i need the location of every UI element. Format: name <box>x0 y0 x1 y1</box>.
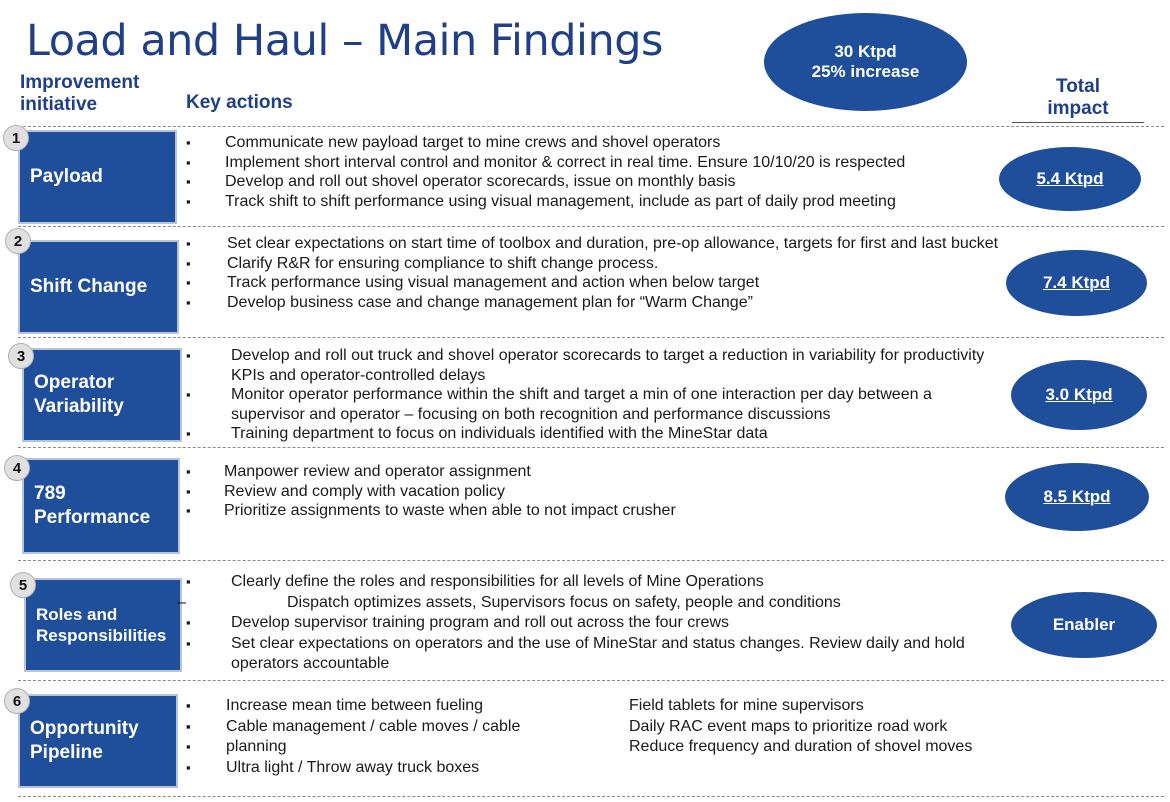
action-item: ▪ Review and comply with vacation policy <box>224 482 924 502</box>
action-item: ▪ Cable management / cable moves / cable planning <box>226 717 556 758</box>
impact-oval: 7.4 Ktpd <box>1006 250 1147 316</box>
row-number-badge: 4 <box>4 455 30 481</box>
action-item: ▪ Develop and roll out shovel operator scorecards, issue on monthly basis <box>225 172 995 192</box>
action-list <box>231 346 991 444</box>
row-separator <box>18 796 1164 797</box>
impact-oval: 8.5 Ktpd <box>1005 463 1149 531</box>
action-list <box>231 572 991 675</box>
page-title: Load and Haul – Main Findings <box>26 16 663 66</box>
row-separator <box>18 337 1164 338</box>
initiative-label <box>34 482 150 530</box>
initiative-label <box>30 165 103 189</box>
header-line: Total <box>1056 76 1100 97</box>
action-list-right <box>629 696 979 758</box>
header-line: impact <box>1047 98 1109 119</box>
row-separator <box>18 560 1164 561</box>
action-item: ▪ Field tablets for mine supervisors <box>629 696 979 717</box>
initiative-label-line: Opportunity <box>30 718 139 739</box>
initiative-label-line: Shift Change <box>30 276 148 297</box>
row-number-badge: 5 <box>10 572 36 598</box>
header-underline <box>1012 122 1144 123</box>
action-item: ▪ Set clear expectations on operators and the use of MineStar and status changes. Review daily and hold operators accountable <box>231 634 991 675</box>
impact-oval: 3.0 Ktpd <box>1011 360 1147 430</box>
initiative-label <box>36 604 166 646</box>
impact-oval: 5.4 Ktpd <box>999 147 1141 211</box>
initiative-box-opportunity-pipeline <box>20 696 176 786</box>
action-item: ▪ Clarify R&R for ensuring compliance to shift change process. <box>227 254 1009 274</box>
summary-line: 25% increase <box>811 62 920 81</box>
row-separator <box>18 126 1164 127</box>
initiative-label <box>30 717 139 765</box>
row-separator <box>18 226 1164 227</box>
row-number-badge: 3 <box>8 343 34 369</box>
initiative-label-line: Operator <box>34 372 115 393</box>
key-actions-header: Key actions <box>186 92 293 113</box>
initiative-label <box>30 275 147 299</box>
action-item: ▪ Monitor operator performance within the shift and target a min of one interaction per day between a supervisor and operator – focusing on both recognition and performance discussions <box>231 385 991 424</box>
initiative-label-line: 789 <box>34 483 66 504</box>
action-item: ▪ Communicate new payload target to mine crews and shovel operators <box>225 133 995 153</box>
action-item: ▪ Develop supervisor training program and roll out across the four crews <box>231 613 991 634</box>
initiative-box-operator-variability <box>24 350 180 440</box>
action-item: ▪ Clearly define the roles and responsibilities for all levels of Mine Operations <box>231 572 991 593</box>
summary-oval <box>764 13 967 111</box>
row-number-badge: 6 <box>4 688 30 714</box>
initiative-label-line: Pipeline <box>30 742 103 763</box>
action-item: ▪ Prioritize assignments to waste when able to not impact crusher <box>224 501 924 521</box>
row-separator <box>18 447 1164 448</box>
initiative-label <box>34 371 124 419</box>
summary-line: 30 Ktpd <box>834 42 897 61</box>
row-number-badge: 2 <box>5 228 31 254</box>
impact-oval: Enabler <box>1011 592 1157 658</box>
initiative-label-line: Roles and <box>36 605 118 624</box>
action-item: ▪ Implement short interval control and monitor & correct in real time. Ensure 10/10/20 is respected <box>225 153 995 173</box>
action-list <box>227 234 1009 312</box>
initiative-box-payload <box>20 132 175 222</box>
action-item: ▪ Daily RAC event maps to prioritize road work <box>629 717 979 738</box>
initiative-label-line: Payload <box>30 166 103 187</box>
action-item: ▪ Training department to focus on individuals identified with the MineStar data <box>231 424 991 444</box>
action-item: ▪ Ultra light / Throw away truck boxes <box>226 758 556 779</box>
action-subitem: – Dispatch optimizes assets, Supervisors focus on safety, people and conditions <box>231 593 991 614</box>
action-item: ▪ Develop and roll out truck and shovel operator scorecards to target a reduction in variability for productivity KPIs and operator-controlled delays <box>231 346 991 385</box>
initiative-box-roles-and-responsibilities <box>26 580 180 670</box>
action-item: ▪ Develop business case and change management plan for “Warm Change” <box>227 293 1009 313</box>
action-item: ▪ Manpower review and operator assignment <box>224 462 924 482</box>
action-item: ▪ Track shift to shift performance using visual management, include as part of daily prod meeting <box>225 192 995 212</box>
improvement-initiative-header <box>20 72 139 116</box>
action-list <box>225 133 995 211</box>
header-line: Improvement <box>20 72 140 93</box>
header-line: initiative <box>20 94 98 115</box>
initiative-label-line: Variability <box>34 396 124 417</box>
total-impact-header <box>1016 76 1140 120</box>
row-number-badge: 1 <box>3 125 29 151</box>
action-list <box>224 462 924 521</box>
initiative-box-shift-change <box>20 242 177 332</box>
action-list-left <box>226 696 556 778</box>
row-separator <box>18 680 1164 681</box>
action-item: ▪ Set clear expectations on start time of toolbox and duration, pre-op allowance, targets for first and last bucket <box>227 234 1009 254</box>
initiative-label-line: Performance <box>34 507 151 528</box>
initiative-label-line: Responsibilities <box>36 626 167 645</box>
action-item: ▪ Track performance using visual management and action when below target <box>227 273 1009 293</box>
action-item: ▪ Reduce frequency and duration of shovel moves <box>629 737 979 758</box>
initiative-box-789-performance <box>24 460 178 552</box>
action-item: ▪ Increase mean time between fueling <box>226 696 556 717</box>
